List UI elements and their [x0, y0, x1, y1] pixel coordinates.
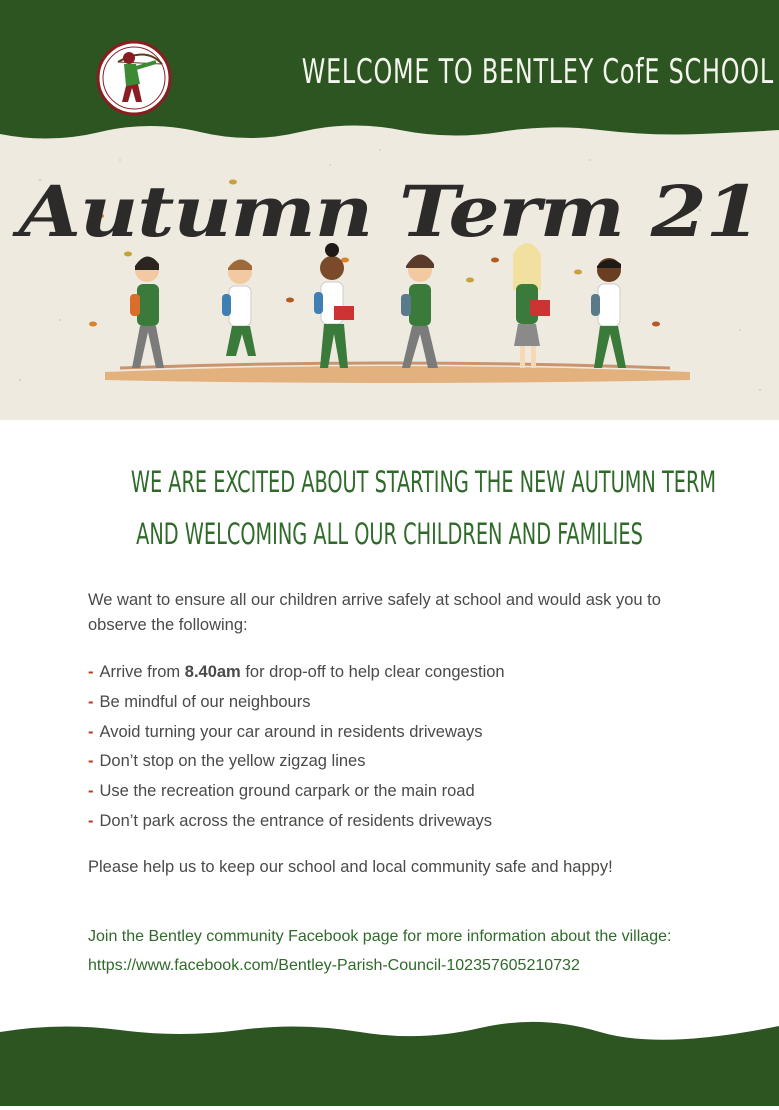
facebook-link[interactable]: https://www.facebook.com/Bentley-Parish-Council-102357605210732 [88, 957, 580, 974]
list-item-text-before: Arrive from [99, 663, 185, 681]
list-item-text: Avoid turning your car around in residents driveways [99, 722, 483, 741]
list-dash: - [88, 692, 94, 711]
list-item-text: Don’t stop on the yellow zigzag lines [99, 752, 366, 771]
archer-logo-icon [96, 40, 172, 116]
intro-paragraph: We want to ensure all our children arrive safely at school and would ask you to observe the following: [88, 591, 661, 634]
headline [40, 456, 739, 560]
list-dash: - [88, 782, 94, 801]
list-item [88, 658, 505, 688]
list-item [88, 807, 505, 837]
list-item-text: Don’t park across the entrance of residents driveways [99, 811, 493, 830]
list-item [88, 688, 505, 718]
list-item-time: 8.40am [184, 663, 241, 681]
list-dash: - [88, 811, 94, 830]
list-dash: - [88, 722, 94, 741]
list-item-text: Use the recreation ground carpark or the main road [99, 782, 475, 801]
list-item [88, 747, 505, 777]
headline-line-1: WE ARE EXCITED ABOUT STARTING THE NEW AUTUMN TERM [130, 465, 717, 499]
list-dash: - [88, 752, 94, 771]
list-item-text: Be mindful of our neighbours [99, 692, 311, 711]
closing-paragraph: Please help us to keep our school and local community safe and happy! [88, 858, 613, 876]
list-dash: - [88, 663, 94, 681]
facebook-text: Join the Bentley community Facebook page for more information about the village: [88, 928, 672, 945]
list-item [88, 777, 505, 807]
headline-line-2: AND WELCOMING ALL OUR CHILDREN AND FAMILIES [136, 517, 643, 551]
banner-title: Autumn Term 21 [18, 170, 761, 253]
list-item-text-after: for drop-off to help clear congestion [240, 663, 505, 681]
guidelines-list [88, 658, 505, 837]
facebook-info [88, 922, 728, 980]
welcome-heading: WELCOME TO BENTLEY CofE SCHOOL [301, 52, 774, 92]
list-item [88, 718, 505, 748]
autumn-banner [0, 120, 779, 420]
footer-band [0, 1020, 779, 1106]
